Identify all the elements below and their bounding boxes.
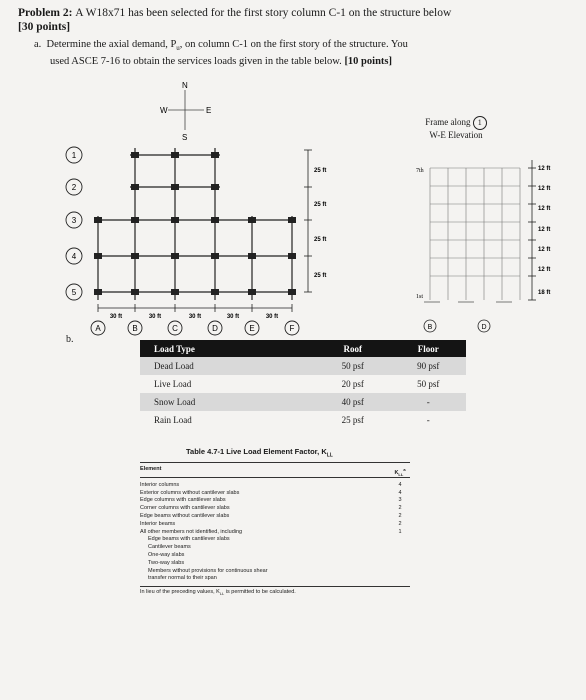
table-471-header-row <box>140 466 410 477</box>
col-dim-1: 30 ft <box>109 314 123 320</box>
load-header-floor: Floor <box>417 343 439 354</box>
frame-caption <box>412 116 500 141</box>
load-floor-live: 50 psf <box>417 379 440 389</box>
table-row <box>140 544 410 552</box>
table-row <box>140 482 410 490</box>
load-type-live: Live Load <box>154 379 192 389</box>
table-471-col-k-text: K <box>394 469 399 476</box>
table-row <box>140 505 410 513</box>
table-471-element: Edge beams with cantilever slabs <box>148 536 230 543</box>
elev-bottom-level: 1st <box>416 294 424 300</box>
table-471-element: transfer normal to their span <box>148 575 217 582</box>
table-row <box>140 552 410 560</box>
table-471-footnote-text: In lieu of the preceding values, K <box>140 589 220 596</box>
compass-icon <box>160 78 220 144</box>
col-dim-4: 30 ft <box>226 314 240 320</box>
table-row <box>140 411 466 429</box>
frame-caption-line1: Frame along <box>425 117 471 127</box>
load-roof-snow: 40 psf <box>341 397 364 407</box>
table-471-col-k <box>390 466 410 477</box>
table-471-element: All other members not identified, including <box>140 528 243 535</box>
part-a-question <box>34 38 554 69</box>
load-type-rain: Rain Load <box>154 415 192 425</box>
table-row <box>140 497 410 505</box>
table-471-element: Edge beams without cantilever slabs <box>140 512 230 519</box>
table-471-element: Corner columns with cantilever slabs <box>140 505 230 512</box>
part-a-letter: a. <box>34 39 42 50</box>
table-471-footnote <box>140 586 410 596</box>
col-dim-2: 30 ft <box>148 314 162 320</box>
compass-n: N <box>182 81 188 90</box>
table-row <box>140 568 410 576</box>
table-row <box>140 575 410 583</box>
load-floor-snow: - <box>426 397 430 407</box>
load-table-header <box>140 340 466 357</box>
elevation-diagram <box>410 150 560 340</box>
table-471-k-value: 2 <box>398 512 402 519</box>
table-471-k-value: 4 <box>398 489 402 496</box>
frame-grid-bubble: 1 <box>473 116 487 130</box>
story-h-7: 18 ft <box>538 290 551 296</box>
table-471-title <box>186 447 333 459</box>
elev-grid-d: D <box>481 324 487 331</box>
load-table-grid <box>140 340 466 429</box>
problem-points: [30 points] <box>18 21 71 33</box>
table-471-k-value <box>390 552 410 560</box>
table-471-col-element: Element <box>140 466 162 472</box>
table-471-k-value <box>390 560 410 568</box>
table-471-k-value <box>390 575 410 583</box>
row-dim-4: 25 ft <box>314 273 327 279</box>
table-row <box>140 560 410 568</box>
part-a-line1-rest: , on column C-1 on the first story of the structure. You <box>179 39 408 50</box>
table-471-element: One-way slabs <box>148 551 185 558</box>
part-b-letter: b. <box>66 334 74 345</box>
compass-w: W <box>160 106 168 115</box>
part-a-line1: Determine the axial demand, P <box>46 39 177 50</box>
story-h-4: 12 ft <box>538 227 551 233</box>
table-471-title-sub: LL <box>326 452 333 459</box>
table-471-element: Cantilever beams <box>148 544 191 551</box>
table-row <box>140 490 410 498</box>
row-bubble-3: 3 <box>71 216 77 225</box>
col-dim-5: 30 ft <box>265 314 279 320</box>
problem-heading: Problem 2: <box>18 7 73 19</box>
elev-top-level: 7th <box>416 168 424 174</box>
part-a-points: [10 points] <box>344 56 392 68</box>
table-471-element: Members without provisions for continuous shear <box>148 567 268 574</box>
table-471-col-k-sup: a <box>403 467 406 472</box>
table-row <box>140 521 410 529</box>
compass-s: S <box>182 133 188 142</box>
load-floor-rain: - <box>426 415 430 425</box>
table-row <box>140 513 410 521</box>
row-bubble-5: 5 <box>71 288 77 297</box>
table-471-k-value: 2 <box>398 520 402 527</box>
load-type-dead: Dead Load <box>154 361 194 371</box>
table-471 <box>140 462 410 596</box>
problem-title <box>18 6 451 34</box>
story-h-5: 12 ft <box>538 247 551 253</box>
load-floor-dead: 90 psf <box>417 361 440 371</box>
load-roof-live: 20 psf <box>341 379 364 389</box>
table-471-header <box>140 462 410 478</box>
table-471-k-value: 2 <box>398 505 402 512</box>
table-471-element: Interior beams <box>140 520 176 527</box>
load-roof-rain: 25 psf <box>341 415 364 425</box>
table-471-footnote-rest: is permitted to be calculated. <box>224 589 296 596</box>
load-header-type: Load Type <box>154 343 195 354</box>
table-471-k-value: 1 <box>398 528 402 535</box>
row-bubble-1: 1 <box>71 151 77 160</box>
table-471-element: Two-way slabs <box>148 559 185 566</box>
compass-e: E <box>206 106 212 115</box>
col-bubble-a: A <box>95 324 101 333</box>
table-471-body <box>140 482 410 583</box>
table-471-k-value <box>390 544 410 552</box>
floor-plan-diagram <box>60 140 325 340</box>
table-471-element: Interior columns <box>140 481 180 488</box>
table-471-k-value <box>390 536 410 544</box>
story-h-6: 12 ft <box>538 267 551 273</box>
table-471-element: Edge columns with cantilever slabs <box>140 497 226 504</box>
row-bubble-2: 2 <box>71 183 77 192</box>
table-row <box>140 536 410 544</box>
load-header-roof: Roof <box>343 343 363 354</box>
table-row <box>140 375 466 393</box>
row-dim-3: 25 ft <box>314 237 327 243</box>
problem-statement: A W18x71 has been selected for the first story column C-1 on the structure below <box>75 7 452 19</box>
row-dim-2: 25 ft <box>314 202 327 208</box>
story-h-2: 12 ft <box>538 186 551 192</box>
part-a-line2: used ASCE 7-16 to obtain the services loads given in the table below. <box>50 56 342 68</box>
table-row <box>140 357 466 375</box>
table-row <box>140 393 466 411</box>
frame-caption-line2: W-E Elevation <box>429 130 483 140</box>
elev-grid-b: B <box>427 324 433 331</box>
col-bubble-f: F <box>289 324 295 333</box>
table-471-title-text: Table 4.7-1 Live Load Element Factor, K <box>186 447 327 456</box>
load-type-snow: Snow Load <box>154 397 196 407</box>
part-a-sub: u <box>176 44 180 53</box>
col-dim-3: 30 ft <box>188 314 202 320</box>
row-bubble-4: 4 <box>71 252 77 261</box>
table-471-col-k-sub: LL <box>398 471 404 477</box>
table-row <box>140 529 410 537</box>
col-bubble-e: E <box>249 324 255 333</box>
story-h-1: 12 ft <box>538 166 551 172</box>
row-dim-1: 25 ft <box>314 168 327 174</box>
load-table <box>140 340 466 429</box>
table-471-footnote-sub: LL <box>219 591 225 597</box>
col-bubble-d: D <box>212 324 218 333</box>
col-bubble-b: B <box>132 324 138 333</box>
load-roof-dead: 50 psf <box>341 361 364 371</box>
story-h-3: 12 ft <box>538 206 551 212</box>
col-bubble-c: C <box>172 324 178 333</box>
table-471-k-value: 3 <box>398 497 402 504</box>
table-471-k-value <box>390 568 410 576</box>
table-471-element: Exterior columns without cantilever slabs <box>140 489 240 496</box>
table-471-k-value: 4 <box>398 481 402 488</box>
